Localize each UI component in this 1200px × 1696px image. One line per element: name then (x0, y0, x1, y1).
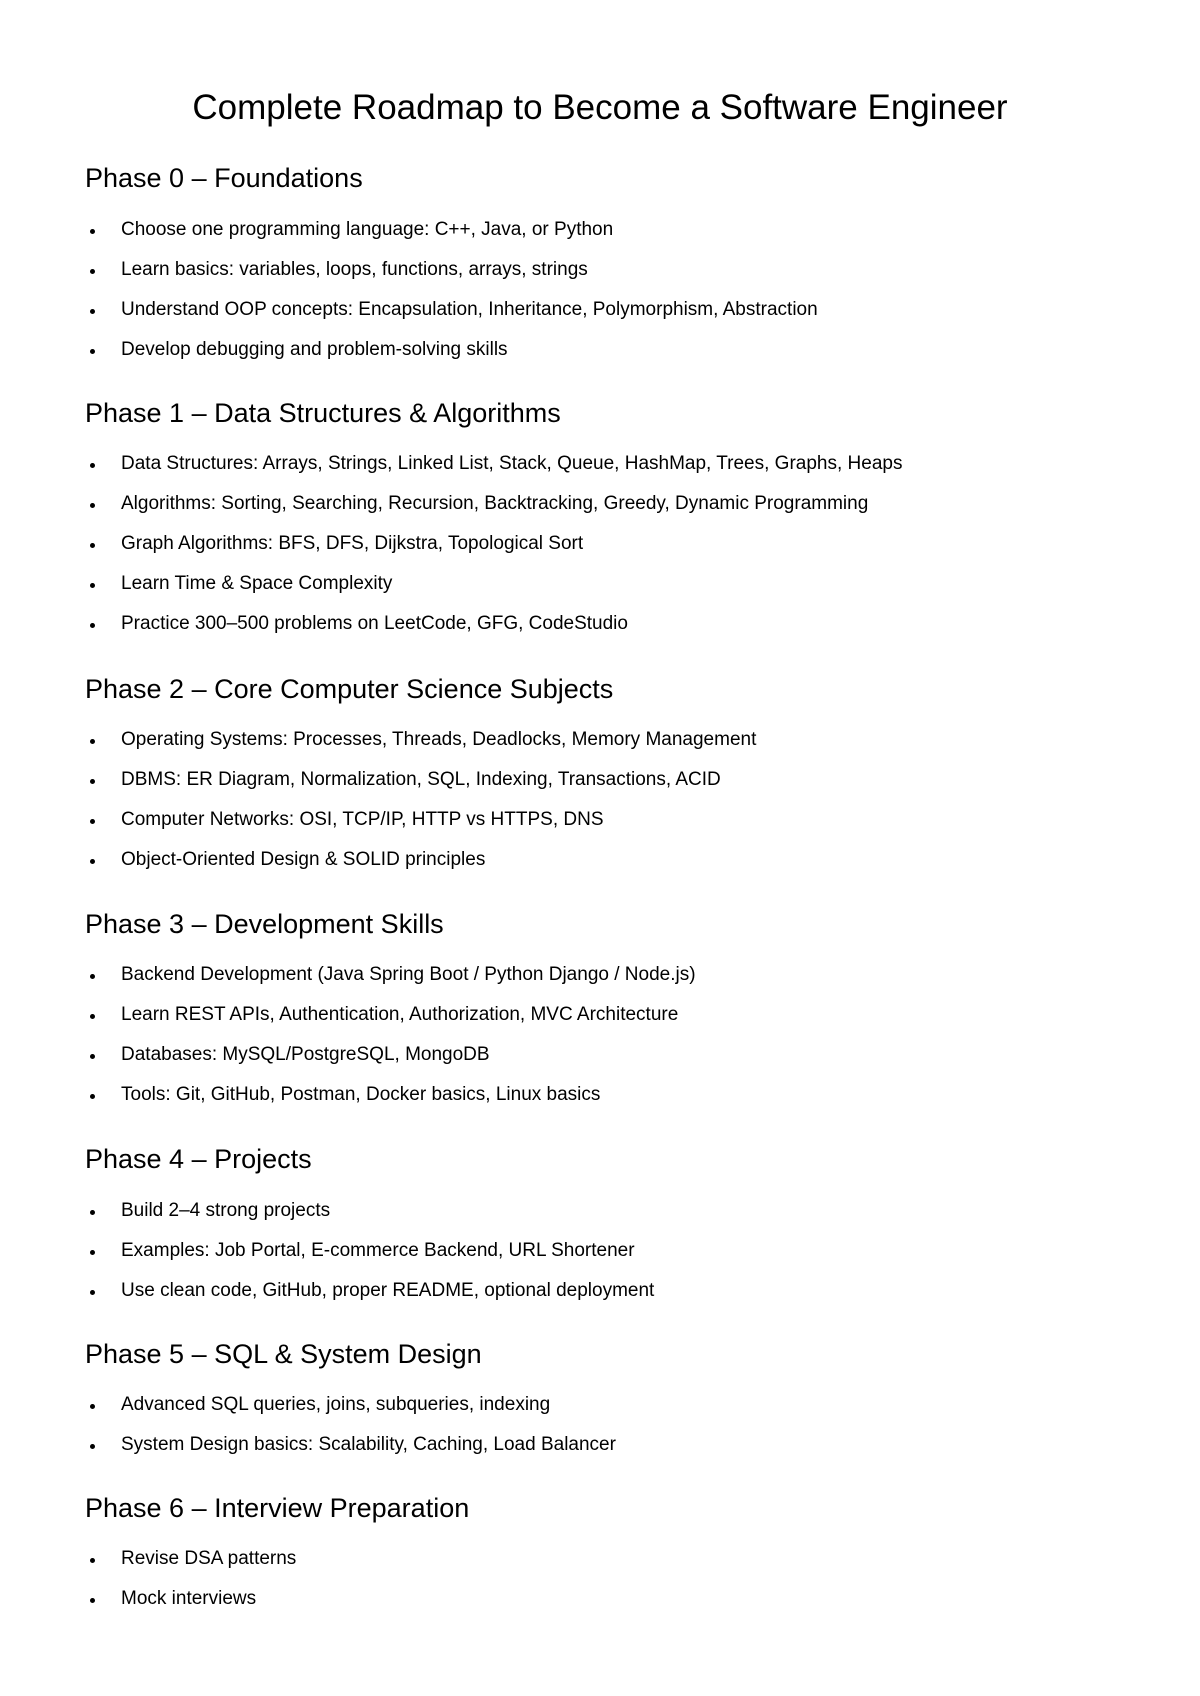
phase-2-heading: Phase 2 – Core Computer Science Subjects (85, 674, 614, 704)
list-item-text: Backend Development (Java Spring Boot / Python Django / Node.js) (121, 964, 696, 985)
phase-1-list (85, 451, 902, 651)
document-title: Complete Roadmap to Become a Software Engineer (192, 88, 1008, 127)
list-item-text: Learn basics: variables, loops, functions, arrays, strings (121, 259, 588, 280)
list-item (85, 217, 818, 257)
bullet-icon (90, 1094, 95, 1099)
phase-4-list (85, 1198, 654, 1318)
list-item-text: Practice 300–500 problems on LeetCode, GFG, CodeStudio (121, 613, 628, 634)
list-item (85, 1278, 654, 1318)
list-item-text: Advanced SQL queries, joins, subqueries, indexing (121, 1394, 551, 1415)
bullet-icon (90, 623, 95, 628)
phase-2-list (85, 727, 756, 887)
list-item (85, 531, 902, 571)
phase-0-list (85, 217, 818, 377)
list-item-text: Examples: Job Portal, E-commerce Backend, URL Shortener (121, 1240, 635, 1261)
bullet-icon (90, 1014, 95, 1019)
list-item (85, 962, 696, 1002)
bullet-icon (90, 1444, 95, 1449)
phase-6-heading: Phase 6 – Interview Preparation (85, 1493, 470, 1523)
list-item-text: Algorithms: Sorting, Searching, Recursion, Backtracking, Greedy, Dynamic Programming (121, 493, 869, 514)
list-item-text: Revise DSA patterns (121, 1548, 297, 1569)
list-item (85, 491, 902, 531)
list-item (85, 1432, 616, 1472)
bullet-icon (90, 463, 95, 468)
phase-3-list (85, 962, 696, 1122)
phase-4-heading: Phase 4 – Projects (85, 1144, 312, 1174)
list-item (85, 571, 902, 611)
list-item (85, 1002, 696, 1042)
list-item (85, 1546, 296, 1586)
bullet-icon (90, 779, 95, 784)
list-item (85, 337, 818, 377)
bullet-icon (90, 1404, 95, 1409)
phase-0-heading: Phase 0 – Foundations (85, 163, 363, 193)
list-item-text: System Design basics: Scalability, Caching, Load Balancer (121, 1434, 616, 1455)
list-item (85, 847, 756, 887)
list-item-text: Understand OOP concepts: Encapsulation, Inheritance, Polymorphism, Abstraction (121, 299, 818, 320)
list-item-text: Learn REST APIs, Authentication, Authorization, MVC Architecture (121, 1004, 679, 1025)
list-item-text: Mock interviews (121, 1588, 257, 1609)
bullet-icon (90, 819, 95, 824)
bullet-icon (90, 1250, 95, 1255)
bullet-icon (90, 349, 95, 354)
list-item-text: Graph Algorithms: BFS, DFS, Dijkstra, Topological Sort (121, 533, 584, 554)
list-item (85, 1586, 296, 1626)
bullet-icon (90, 1598, 95, 1603)
bullet-icon (90, 974, 95, 979)
bullet-icon (90, 503, 95, 508)
list-item-text: Choose one programming language: C++, Java, or Python (121, 219, 614, 240)
list-item (85, 1238, 654, 1278)
list-item (85, 257, 818, 297)
bullet-icon (90, 739, 95, 744)
list-item-text: Learn Time & Space Complexity (121, 573, 393, 594)
list-item-text: Develop debugging and problem-solving skills (121, 339, 508, 360)
list-item (85, 767, 756, 807)
bullet-icon (90, 1054, 95, 1059)
bullet-icon (90, 543, 95, 548)
list-item (85, 807, 756, 847)
list-item (85, 727, 756, 767)
list-item-text: Use clean code, GitHub, proper README, optional deployment (121, 1280, 655, 1301)
list-item-text: DBMS: ER Diagram, Normalization, SQL, Indexing, Transactions, ACID (121, 769, 721, 790)
bullet-icon (90, 229, 95, 234)
list-item (85, 1392, 616, 1432)
list-item (85, 451, 902, 491)
bullet-icon (90, 1210, 95, 1215)
bullet-icon (90, 859, 95, 864)
list-item-text: Operating Systems: Processes, Threads, Deadlocks, Memory Management (121, 729, 757, 750)
bullet-icon (90, 583, 95, 588)
bullet-icon (90, 269, 95, 274)
list-item-text: Databases: MySQL/PostgreSQL, MongoDB (121, 1044, 490, 1065)
phase-6-list (85, 1546, 296, 1626)
list-item (85, 1042, 696, 1082)
phase-5-heading: Phase 5 – SQL & System Design (85, 1339, 482, 1369)
list-item-text: Data Structures: Arrays, Strings, Linked List, Stack, Queue, HashMap, Trees, Graphs, Heaps (121, 453, 903, 474)
list-item-text: Computer Networks: OSI, TCP/IP, HTTP vs HTTPS, DNS (121, 809, 604, 830)
list-item-text: Build 2–4 strong projects (121, 1200, 331, 1221)
phase-5-list (85, 1392, 616, 1472)
bullet-icon (90, 1290, 95, 1295)
bullet-icon (90, 1558, 95, 1563)
list-item (85, 1198, 654, 1238)
phase-1-heading: Phase 1 – Data Structures & Algorithms (85, 398, 561, 428)
phase-3-heading: Phase 3 – Development Skills (85, 909, 444, 939)
list-item (85, 297, 818, 337)
bullet-icon (90, 309, 95, 314)
list-item (85, 611, 902, 651)
list-item (85, 1082, 696, 1122)
list-item-text: Tools: Git, GitHub, Postman, Docker basics, Linux basics (121, 1084, 601, 1105)
list-item-text: Object-Oriented Design & SOLID principles (121, 849, 486, 870)
